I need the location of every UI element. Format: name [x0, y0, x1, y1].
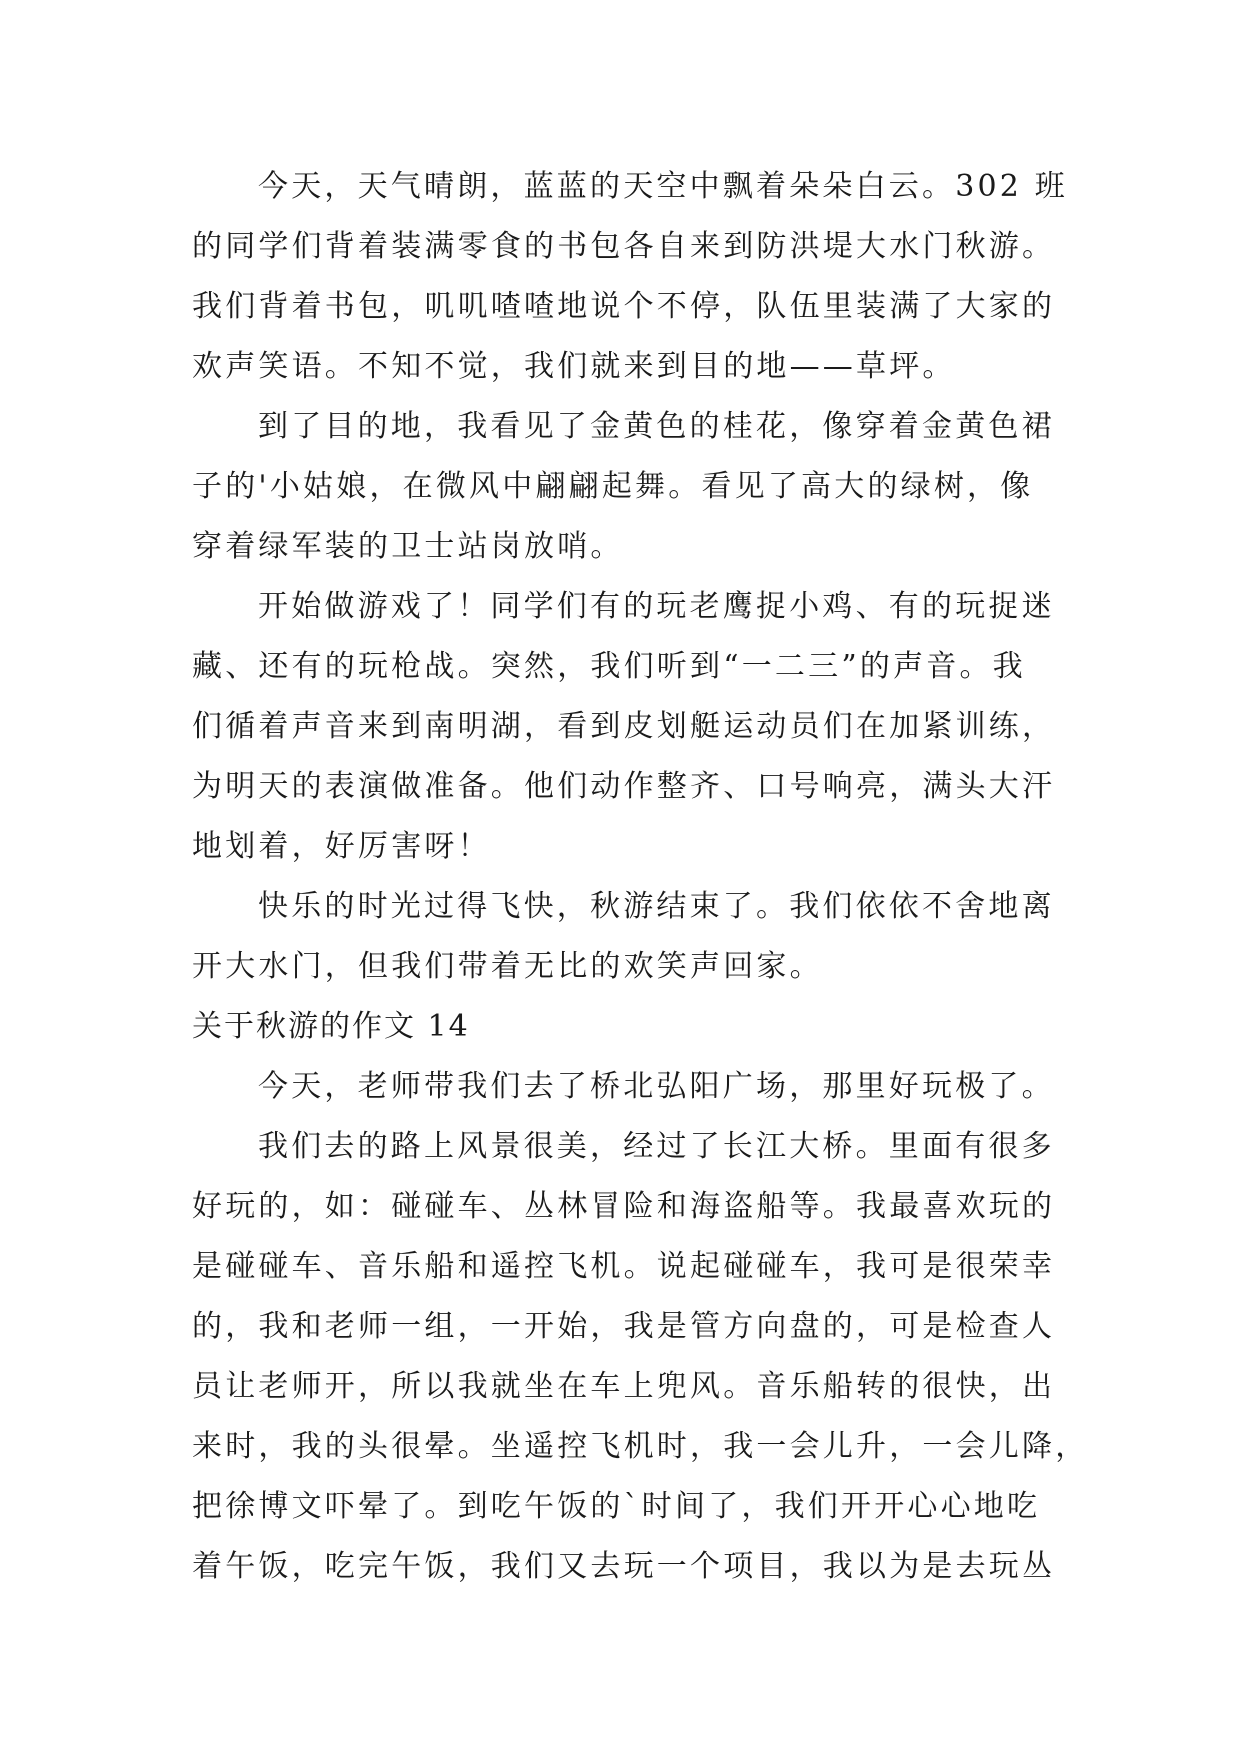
section-heading: 关于秋游的作文 14	[192, 1009, 470, 1044]
paragraph-line: 地划着，好厉害呀！	[192, 829, 491, 864]
paragraph-line: 员让老师开，所以我就坐在车上兜风。音乐船转的很快，出	[192, 1369, 1056, 1404]
paragraph-line: 今天，天气晴朗，蓝蓝的天空中飘着朵朵白云。302 班	[258, 169, 1068, 204]
paragraph-line: 开大水门，但我们带着无比的欢笑声回家。	[192, 949, 823, 984]
paragraph-line: 着午饭，吃完午饭，我们又去玩一个项目，我以为是去玩丛	[192, 1549, 1056, 1584]
paragraph-line: 快乐的时光过得飞快，秋游结束了。我们依依不舍地离	[258, 889, 1055, 924]
paragraph-line: 我们背着书包，叽叽喳喳地说个不停，队伍里装满了大家的	[192, 289, 1056, 324]
paragraph-line: 们循着声音来到南明湖，看到皮划艇运动员们在加紧训练，	[192, 709, 1056, 744]
paragraph-line: 子的'小姑娘，在微风中翩翩起舞。看见了高大的绿树，像	[192, 469, 1034, 504]
paragraph-line: 把徐博文吓晕了。到吃午饭的`时间了，我们开开心心地吃	[192, 1489, 1041, 1524]
paragraph-line: 的，我和老师一组，一开始，我是管方向盘的，可是检查人	[192, 1309, 1056, 1344]
paragraph-line: 的同学们背着装满零食的书包各自来到防洪堤大水门秋游。	[192, 229, 1056, 264]
paragraph-line: 是碰碰车、音乐船和遥控飞机。说起碰碰车，我可是很荣幸	[192, 1249, 1056, 1284]
paragraph-line: 藏、还有的玩枪战。突然，我们听到“一二三”的声音。我	[192, 649, 1026, 684]
paragraph-line: 欢声笑语。不知不觉，我们就来到目的地——草坪。	[192, 349, 956, 384]
paragraph-line: 今天，老师带我们去了桥北弘阳广场，那里好玩极了。	[258, 1069, 1055, 1104]
paragraph-line: 好玩的，如：碰碰车、丛林冒险和海盗船等。我最喜欢玩的	[192, 1189, 1056, 1224]
paragraph-line: 到了目的地，我看见了金黄色的桂花，像穿着金黄色裙	[258, 409, 1055, 444]
paragraph-line: 为明天的表演做准备。他们动作整齐、口号响亮，满头大汗	[192, 769, 1056, 804]
paragraph-line: 我们去的路上风景很美，经过了长江大桥。里面有很多	[258, 1129, 1055, 1164]
paragraph-line: 穿着绿军装的卫士站岗放哨。	[192, 529, 624, 564]
paragraph-line: 来时，我的头很晕。坐遥控飞机时，我一会儿升，一会儿降，	[192, 1429, 1089, 1464]
paragraph-line: 开始做游戏了！同学们有的玩老鹰捉小鸡、有的玩捉迷	[258, 589, 1055, 624]
